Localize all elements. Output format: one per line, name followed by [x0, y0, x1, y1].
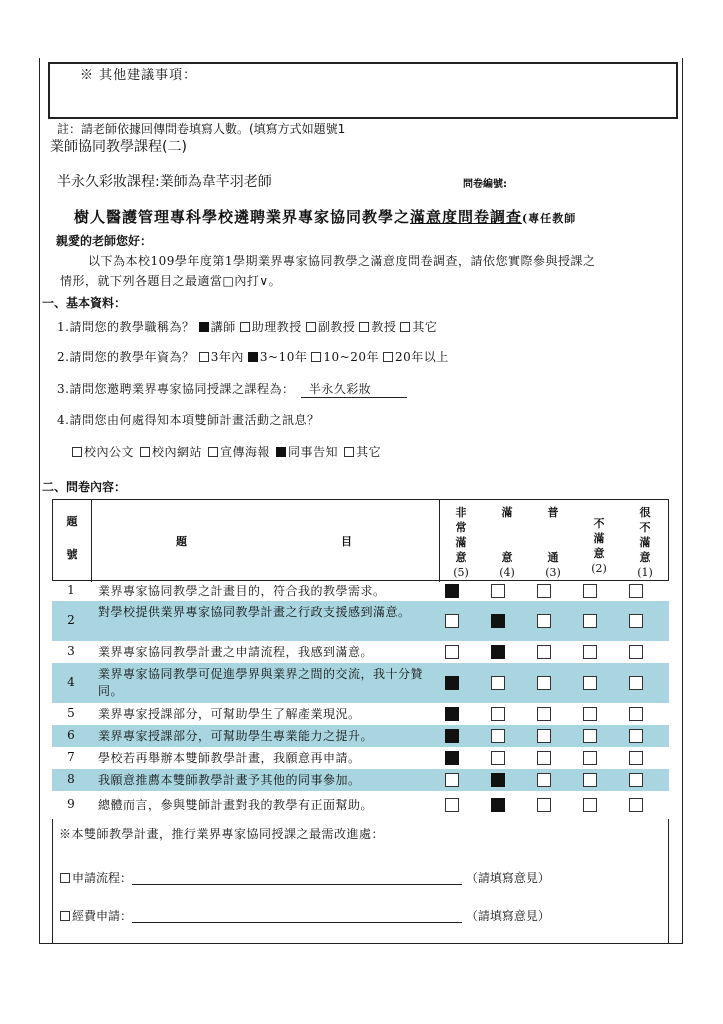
rating-score: (4) — [499, 566, 515, 579]
improve-funding-hint: （請填寫意見） — [465, 909, 550, 923]
header-rating-1: 很 不 滿 意 (1) — [622, 500, 668, 582]
question-3 — [57, 380, 407, 398]
q2-options — [199, 350, 453, 364]
row-question: 學校若再舉辦本雙師教學計畫，我願意再申請。 — [98, 751, 361, 765]
rating-checkbox-1[interactable] — [629, 614, 643, 628]
table-row — [52, 791, 669, 818]
row-question: 總體而言，參與雙師計畫對我的教學有正面幫助。 — [98, 797, 374, 812]
rating-checkbox-5[interactable] — [445, 645, 459, 659]
checkbox[interactable] — [359, 322, 369, 332]
row-number: 7 — [67, 750, 75, 764]
row-question: 業界專家協同教學可促進學界與業界之間的交流，我十分贊同。 — [98, 667, 424, 698]
rating-score: (2) — [591, 562, 607, 575]
rating-checkbox-4[interactable] — [491, 614, 505, 628]
option-label: 其它 — [356, 445, 382, 459]
checkbox[interactable] — [400, 322, 410, 332]
row-number: 3 — [67, 644, 75, 658]
rating-checkbox-4[interactable] — [491, 645, 505, 659]
improve-funding-field[interactable] — [132, 910, 462, 923]
rating-checkbox-5[interactable] — [445, 676, 459, 690]
rating-checkbox-1[interactable] — [629, 676, 643, 690]
row-number: 8 — [67, 772, 75, 786]
rating-checkbox-1[interactable] — [629, 729, 643, 743]
checkbox[interactable] — [248, 352, 258, 362]
q2-option[interactable] — [199, 350, 244, 364]
header-item-right: 目 — [341, 535, 352, 548]
improve-funding-label: 經費申請： — [72, 909, 133, 923]
table-row — [52, 747, 669, 769]
rating-score: (1) — [637, 566, 653, 579]
rating-checkbox-2[interactable] — [583, 773, 597, 787]
row-number: 5 — [67, 706, 75, 720]
improve-item-process[interactable] — [60, 869, 550, 886]
course-name: 半永久彩妝課程:業師為韋芊羽老師 — [57, 174, 272, 190]
option-label: 助理教授 — [251, 320, 302, 334]
q1-option[interactable] — [400, 320, 437, 334]
option-label: 教授 — [371, 320, 397, 334]
rating-checkbox-3[interactable] — [537, 614, 551, 628]
rating-checkbox-2[interactable] — [583, 798, 597, 812]
row-question: 對學校提供業界專家協同教學計畫之行政支援感到滿意。 — [98, 605, 411, 619]
table-row — [52, 725, 669, 747]
q1-option[interactable] — [240, 320, 302, 334]
improve-process-checkbox[interactable] — [60, 873, 70, 883]
header-rating-2: 不 滿 意 (2) — [576, 500, 622, 582]
table-row — [52, 601, 669, 641]
option-label: 3年內 — [210, 350, 244, 364]
table-row — [52, 581, 669, 601]
rating-checkbox-1[interactable] — [629, 773, 643, 787]
rating-checkbox-3[interactable] — [537, 645, 551, 659]
checkbox[interactable] — [140, 447, 150, 457]
q3-label: 3.請問您邀聘業界專家協同授課之課程為： — [57, 382, 295, 396]
checkbox[interactable] — [306, 322, 316, 332]
row-number: 2 — [67, 613, 75, 627]
q4-option[interactable] — [276, 445, 338, 459]
rating-checkbox-5[interactable] — [445, 773, 459, 787]
rating-checkbox-4[interactable] — [491, 773, 505, 787]
option-label: 同事告知 — [288, 445, 339, 459]
checkbox[interactable] — [240, 322, 250, 332]
option-label: 校內公文 — [84, 445, 135, 459]
q1-option[interactable] — [359, 320, 396, 334]
improve-label: ※本雙師教學計畫，推行業界專家協同授課之最需改進處： — [59, 827, 385, 841]
other-suggestions-label: ※ 其他建議事項： — [80, 68, 198, 83]
rating-checkbox-2[interactable] — [583, 645, 597, 659]
header-item — [91, 500, 440, 582]
q4-options — [72, 443, 387, 460]
intro-line1: 以下為本校109學年度第1學期業界專家協同教學之滿意度問卷調查，請依您實際參與授課之 — [88, 254, 596, 268]
row-number: 4 — [67, 675, 75, 689]
q4-option[interactable] — [344, 445, 381, 459]
rating-checkbox-3[interactable] — [537, 707, 551, 721]
improve-process-hint: （請填寫意見） — [465, 871, 550, 885]
header-number-top: 題 — [66, 515, 78, 528]
q1-option[interactable] — [199, 320, 236, 334]
rating-checkbox-3[interactable] — [537, 584, 551, 598]
rating-checkbox-1[interactable] — [629, 584, 643, 598]
rating-checkbox-5[interactable] — [445, 729, 459, 743]
rating-checkbox-1[interactable] — [629, 645, 643, 659]
survey-code-label: 問卷編號: — [463, 179, 507, 190]
rating-checkbox-5[interactable] — [445, 798, 459, 812]
rating-score: (3) — [545, 566, 561, 579]
checkbox[interactable] — [344, 447, 354, 457]
table-row — [52, 769, 669, 791]
checkbox[interactable] — [199, 322, 209, 332]
checkbox[interactable] — [276, 447, 286, 457]
q4-option[interactable] — [140, 445, 202, 459]
improve-funding-checkbox[interactable] — [60, 911, 70, 921]
rating-checkbox-3[interactable] — [537, 676, 551, 690]
improve-item-funding[interactable] — [60, 907, 550, 924]
title-underlined: 滿意度問卷調查 — [410, 208, 523, 226]
row-question: 我願意推薦本雙師教學計畫予其他的同事參加。 — [98, 773, 361, 787]
q1-options — [199, 320, 442, 334]
checkbox[interactable] — [208, 447, 218, 457]
survey-table-header — [52, 499, 669, 581]
row-question: 業界專家授課部分，可幫助學生專業能力之提升。 — [98, 729, 374, 743]
q3-answer[interactable]: 半永久彩妝 — [301, 380, 407, 398]
option-label: 20年以上 — [395, 350, 449, 364]
rating-checkbox-2[interactable] — [583, 614, 597, 628]
option-label: 校內網站 — [152, 445, 203, 459]
rating-checkbox-3[interactable] — [537, 751, 551, 765]
checkbox[interactable] — [311, 352, 321, 362]
header-number-bottom: 號 — [66, 548, 78, 561]
option-label: 講師 — [210, 320, 236, 334]
option-label: 其它 — [412, 320, 438, 334]
q4-option[interactable] — [208, 445, 270, 459]
header-rating-3: 普 通 (3) — [530, 500, 576, 582]
row-question: 業界專家授課部分，可幫助學生了解產業現況。 — [98, 707, 361, 721]
q1-label: 1.請問您的教學職稱為？ — [57, 320, 195, 334]
rating-checkbox-3[interactable] — [537, 798, 551, 812]
rating-checkbox-4[interactable] — [491, 707, 505, 721]
question-1 — [57, 318, 441, 335]
option-label: 宣傳海報 — [220, 445, 271, 459]
rating-checkbox-1[interactable] — [629, 798, 643, 812]
option-label: 副教授 — [317, 320, 356, 334]
rating-checkbox-3[interactable] — [537, 729, 551, 743]
header-item-left: 題 — [176, 535, 187, 548]
title-main: 樹人醫護管理專科學校遴聘業界專家協同教學之 — [74, 208, 411, 226]
row-question: 業界專家協同教學之計畫目的，符合我的教學需求。 — [98, 584, 386, 598]
rating-checkbox-4[interactable] — [491, 751, 505, 765]
q2-option[interactable] — [248, 350, 307, 364]
rating-checkbox-5[interactable] — [445, 614, 459, 628]
q2-label: 2.請問您的教學年資為？ — [57, 350, 195, 364]
header-rating-5: 非 常 滿 意 (5) — [438, 500, 484, 582]
survey-title — [74, 206, 576, 227]
checkbox[interactable] — [199, 352, 209, 362]
rating-checkbox-3[interactable] — [537, 773, 551, 787]
table-row — [52, 663, 669, 703]
course-series: 業師協同教學課程(二) — [50, 139, 187, 155]
q2-option[interactable] — [311, 350, 379, 364]
q4-option[interactable] — [72, 445, 134, 459]
section-basic-info: 一、基本資料： — [42, 296, 127, 310]
rating-checkbox-4[interactable] — [491, 584, 505, 598]
intro-line2: 情形，就下列各題目之最適當□內打∨。 — [60, 274, 282, 288]
row-number: 1 — [67, 583, 75, 597]
rating-checkbox-2[interactable] — [583, 707, 597, 721]
rating-checkbox-1[interactable] — [629, 707, 643, 721]
improve-process-label: 申請流程： — [72, 871, 133, 885]
improvement-area — [52, 819, 669, 943]
row-question: 業界專家協同教學計畫之申請流程，我感到滿意。 — [98, 645, 374, 659]
rating-checkbox-2[interactable] — [583, 676, 597, 690]
rating-checkbox-5[interactable] — [445, 707, 459, 721]
question-2 — [57, 348, 453, 365]
rating-checkbox-2[interactable] — [583, 584, 597, 598]
rating-checkbox-1[interactable] — [629, 751, 643, 765]
rating-score: (5) — [453, 566, 469, 579]
row-number: 6 — [67, 728, 75, 742]
greeting: 親愛的老師您好： — [56, 234, 153, 248]
rating-checkbox-2[interactable] — [583, 751, 597, 765]
row-number: 9 — [67, 796, 75, 811]
rating-checkbox-4[interactable] — [491, 729, 505, 743]
checkbox[interactable] — [72, 447, 82, 457]
header-rating-4: 滿 意 (4) — [484, 500, 530, 582]
table-row — [52, 641, 669, 663]
q2-option[interactable] — [383, 350, 449, 364]
rating-checkbox-4[interactable] — [491, 798, 505, 812]
q1-option[interactable] — [306, 320, 356, 334]
rating-checkbox-5[interactable] — [445, 584, 459, 598]
rating-checkbox-4[interactable] — [491, 676, 505, 690]
survey-table — [52, 499, 669, 819]
title-suffix: (專任教師 — [522, 212, 577, 225]
rating-checkbox-5[interactable] — [445, 751, 459, 765]
rating-checkbox-2[interactable] — [583, 729, 597, 743]
section-survey: 二、問卷內容： — [42, 480, 127, 494]
q4-label: 4.請問您由何處得知本項雙師計畫活動之訊息？ — [57, 413, 320, 427]
note-text: 註：請老師依據回傳問卷填寫人數。(填寫方式如題號1 — [57, 122, 346, 136]
option-label: 3~10年 — [259, 350, 308, 364]
option-label: 10~20年 — [323, 350, 379, 364]
table-row — [52, 703, 669, 725]
checkbox[interactable] — [383, 352, 393, 362]
improve-process-field[interactable] — [132, 872, 462, 885]
header-number — [53, 500, 92, 582]
